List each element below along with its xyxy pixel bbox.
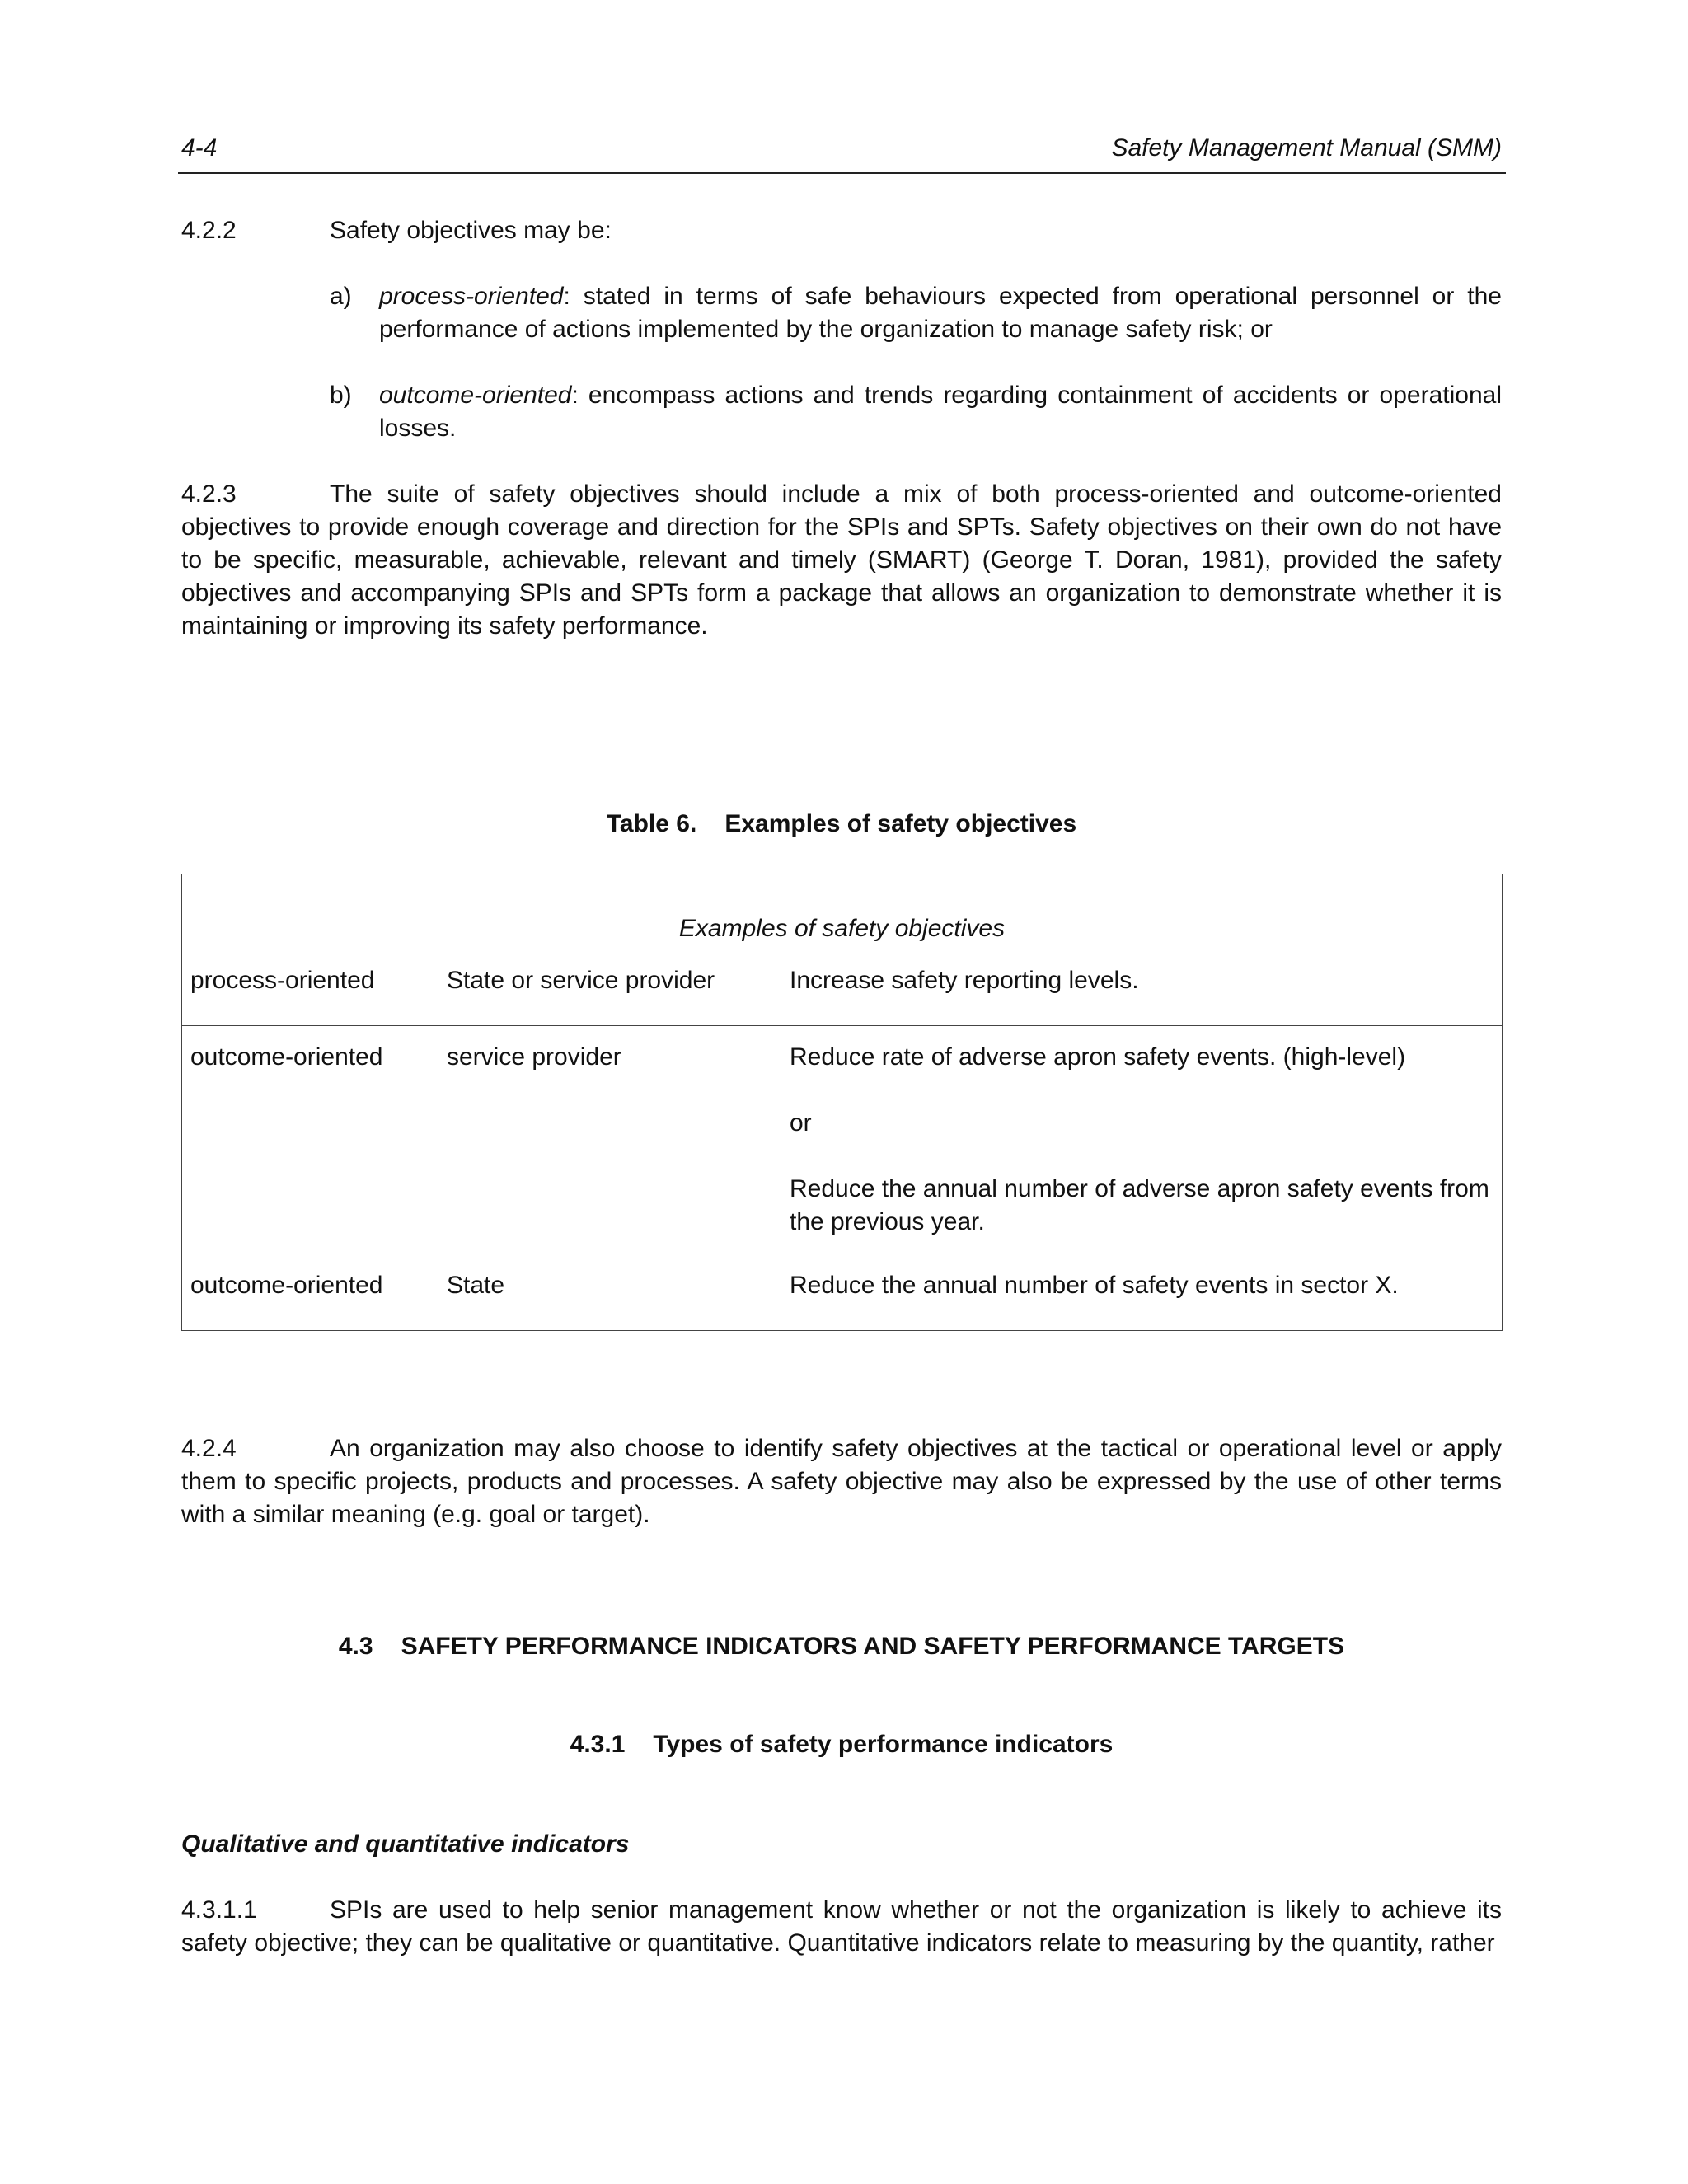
subsection-heading-4-3-1 xyxy=(181,1728,1502,1761)
page-number: 4-4 xyxy=(181,134,218,162)
list-item-a xyxy=(330,280,1502,346)
provider-cell: service provider xyxy=(438,1026,781,1254)
safety-objectives-table xyxy=(181,874,1503,1331)
list-item-text: : encompass actions and trends regarding containment of accidents or operational losses. xyxy=(379,382,1502,442)
objective-type-cell: outcome-oriented xyxy=(182,1254,438,1331)
section-number: 4.3 xyxy=(338,1633,373,1660)
objective-cell xyxy=(781,949,1503,1026)
objective-cell xyxy=(781,1254,1503,1331)
paragraph-number: 4.2.2 xyxy=(181,217,237,244)
objective-text: Reduce the annual number of adverse apron safety events from the previous year. xyxy=(790,1175,1489,1235)
list-item-text: : stated in terms of safe behaviours expected from operational personnel or the performance of actions implemented by the organization to manage safety risk; or xyxy=(379,283,1502,343)
table-caption-title: Examples of safety objectives xyxy=(724,810,1077,837)
document-title: Safety Management Manual (SMM) xyxy=(1111,134,1502,162)
subsection-number: 4.3.1 xyxy=(570,1731,626,1758)
objective-text: Reduce rate of adverse apron safety events. (high-level) xyxy=(790,1043,1406,1071)
objective-type-cell: outcome-oriented xyxy=(182,1026,438,1254)
objective-text: Increase safety reporting levels. xyxy=(790,967,1139,994)
paragraph-4-2-3 xyxy=(181,478,1502,643)
term-process-oriented: process-oriented xyxy=(379,283,564,310)
paragraph-number: 4.2.4 xyxy=(181,1435,237,1462)
objective-type-cell: process-oriented xyxy=(182,949,438,1026)
section-title: SAFETY PERFORMANCE INDICATORS AND SAFETY PERFORMANCE TARGETS xyxy=(401,1633,1345,1660)
paragraph-text: An organization may also choose to identify safety objectives at the tactical or operational level or apply them to specific projects, products and processes. A safety objective may also be expressed by the use of other terms with a similar meaning (e.g. goal or target). xyxy=(181,1435,1502,1528)
table-caption-label: Table 6. xyxy=(606,810,697,837)
subsection-title: Types of safety performance indicators xyxy=(653,1731,1114,1758)
table-caption xyxy=(181,808,1502,841)
list-label: b) xyxy=(330,382,352,409)
paragraph-4-3-1-1 xyxy=(181,1894,1502,1960)
paragraph-4-2-2 xyxy=(181,214,1502,247)
paragraph-number: 4.3.1.1 xyxy=(181,1896,257,1924)
paragraph-number: 4.2.3 xyxy=(181,480,237,508)
provider-cell: State xyxy=(438,1254,781,1331)
paragraph-4-2-4 xyxy=(181,1432,1502,1531)
objective-text: or xyxy=(790,1109,812,1137)
provider-cell: State or service provider xyxy=(438,949,781,1026)
section-heading-4-3 xyxy=(181,1630,1502,1663)
list-item-b xyxy=(330,379,1502,445)
objective-cell xyxy=(781,1026,1503,1254)
term-outcome-oriented: outcome-oriented xyxy=(379,382,572,409)
table-row xyxy=(182,949,1503,1026)
list-label: a) xyxy=(330,283,352,310)
subheading-qualitative-quantitative: Qualitative and quantitative indicators xyxy=(181,1830,630,1858)
paragraph-text: The suite of safety objectives should include a mix of both process-oriented and outcome-oriented objectives to provide enough coverage and direction for the SPIs and SPTs. Safety objectives on their own do not have to be specific, measurable, achievable, relevant and timely (SMART) (George T. Doran, 1981), provided the safety objectives and accompanying SPIs and SPTs form a package that allows an organization to demonstrate whether it is maintaining or improving its safety performance. xyxy=(181,480,1502,640)
table-row xyxy=(182,1026,1503,1254)
table-row xyxy=(182,1254,1503,1331)
paragraph-text: SPIs are used to help senior management know whether or not the organization is likely to achieve its safety objective; they can be qualitative or quantitative. Quantitative indicators relate to measuring by the quantity, rather xyxy=(181,1896,1502,1957)
objective-text: Reduce the annual number of safety events in sector X. xyxy=(790,1272,1399,1299)
header-divider xyxy=(178,172,1506,174)
paragraph-text: Safety objectives may be: xyxy=(330,217,612,244)
table-header: Examples of safety objectives xyxy=(182,874,1503,949)
